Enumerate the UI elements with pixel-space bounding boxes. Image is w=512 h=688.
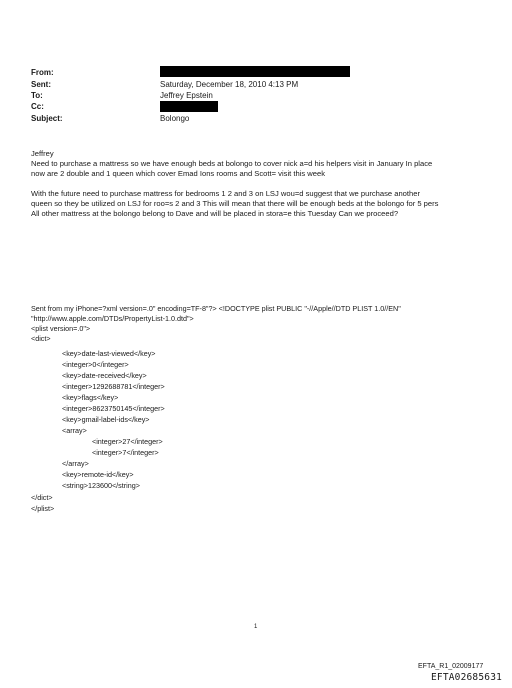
code-line: <key>remote-id</key>	[62, 470, 134, 479]
from-label: From:	[31, 68, 54, 77]
code-line: <plist version=.0">	[31, 324, 91, 333]
code-line: </dict>	[31, 493, 53, 502]
sent-label: Sent:	[31, 80, 51, 89]
cc-redaction	[160, 101, 218, 112]
code-line: <integer>27</integer>	[92, 437, 163, 446]
code-line: <key>date-last-viewed</key>	[62, 349, 156, 358]
code-line: <string>123600</string>	[62, 481, 140, 490]
subject-label: Subject:	[31, 114, 63, 123]
paragraph-1-line-2: now are 2 double and 1 queen which cover Emad Ions rooms and Scott= visit this week	[31, 169, 326, 178]
signature-line: Sent from my iPhone=?xml version=.0" encoding=TF-8"?> <!DOCTYPE plist PUBLIC "-//Apple//DTD PLIST 1.0//EN"	[31, 304, 401, 313]
code-line: </plist>	[31, 504, 55, 513]
cc-label: Cc:	[31, 102, 44, 111]
code-line: <integer>0</integer>	[62, 360, 129, 369]
document-id-primary: EFTA_R1_02009177	[418, 663, 484, 670]
code-line: <key>flags</key>	[62, 393, 119, 402]
code-line: <key>date-received</key>	[62, 371, 147, 380]
code-line: </array>	[62, 459, 89, 468]
code-line: "http://www.apple.com/DTDs/PropertyList-1.0.dtd">	[31, 314, 194, 323]
code-line: <array>	[62, 426, 87, 435]
code-line: <integer>8623750145</integer>	[62, 404, 165, 413]
paragraph-2-line-2: queen so they be utilized on LSJ for roo=s 2 and 3 This will mean that there will be enough beds at the bolongo for 5 pers	[31, 199, 439, 208]
to-label: To:	[31, 91, 43, 100]
greeting: Jeffrey	[31, 149, 54, 158]
sent-value: Saturday, December 18, 2010 4:13 PM	[160, 80, 299, 89]
paragraph-2-line-1: With the future need to purchase mattress for bedrooms 1 2 and 3 on LSJ wou=d suggest that we purchase another	[31, 189, 420, 198]
paragraph-1-line-1: Need to purchase a mattress so we have enough beds at bolongo to cover nick a=d his helpers visit in January In place	[31, 159, 433, 168]
subject-value: Bolongo	[160, 114, 190, 123]
code-line: <integer>7</integer>	[92, 448, 159, 457]
code-line: <integer>1292688781</integer>	[62, 382, 165, 391]
email-body	[31, 149, 491, 219]
document-id-secondary: EFTA02685631	[431, 672, 503, 683]
code-line: <dict>	[31, 334, 51, 343]
to-value: Jeffrey Epstein	[160, 91, 213, 100]
page-number: 1	[254, 624, 258, 630]
paragraph-2-line-3: All other mattress at the bolongo belong to Dave and will be placed in stora=e this Tuesday Can we proceed?	[31, 209, 399, 218]
from-redaction	[160, 66, 350, 77]
code-line: <key>gmail-label-ids</key>	[62, 415, 150, 424]
